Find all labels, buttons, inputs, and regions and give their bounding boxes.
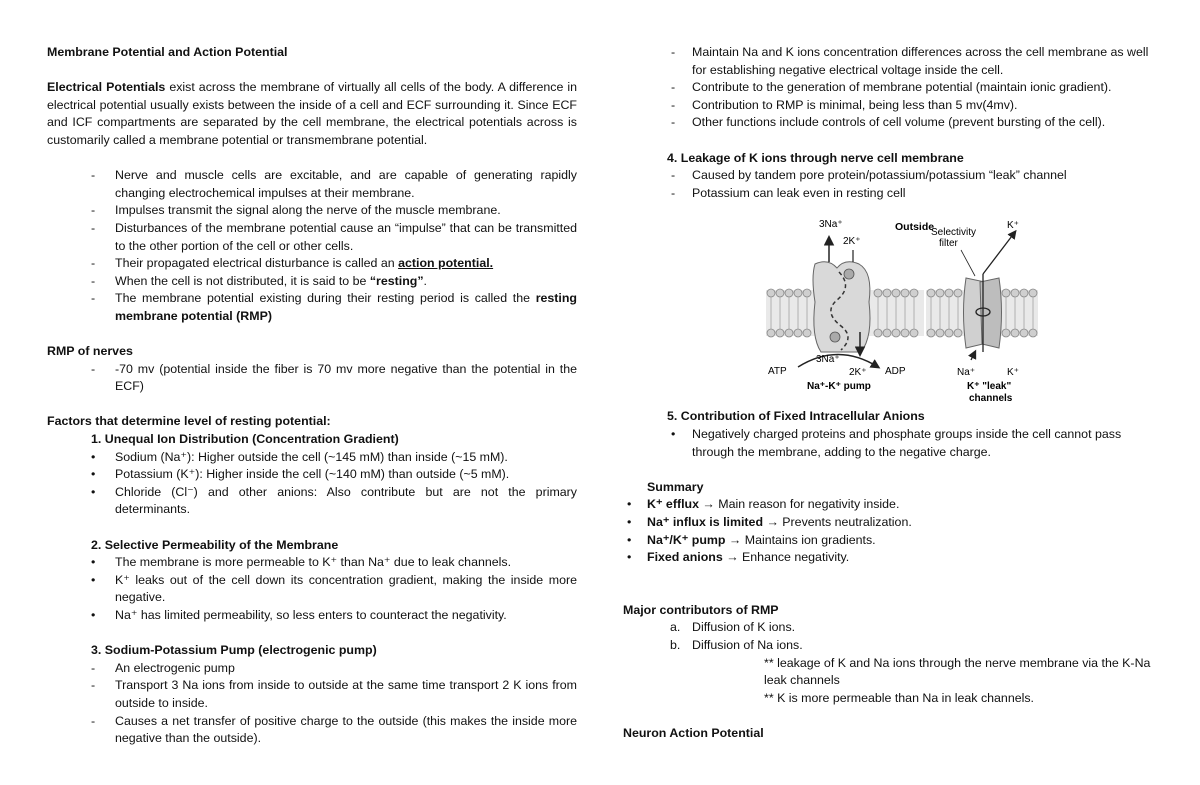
factors-heading: Factors that determine level of resting potential: (47, 414, 331, 429)
list-item: - Contribution to RMP is minimal, being less than 5 mv(4mv). (623, 97, 1158, 115)
list-item (47, 255, 577, 273)
intro-term: Electrical Potentials (47, 80, 166, 95)
factor-4-heading: 4. Leakage of K ions through nerve cell membrane (667, 150, 964, 165)
factor-2-heading: 2. Selective Permeability of the Membrane (91, 537, 339, 552)
na-in-arrow (971, 352, 975, 360)
pump-and-leak-channel-figure (623, 202, 1158, 408)
factor-5-list (623, 426, 1158, 461)
list-item (623, 549, 1158, 567)
k-top-label: K⁺ (1007, 220, 1019, 232)
note-leak-channels: ** leakage of K and Na ions through the nerve membrane via the K-Na leak channels (764, 655, 1151, 688)
rmp-heading: RMP of nerves (47, 344, 133, 359)
list-item: - Transport 3 Na ions from inside to outside at the same time transport 2 K ions from outside to inside. (47, 677, 577, 712)
filter-label: filter (939, 238, 958, 250)
selectivity-pointer (961, 250, 975, 276)
list-item: • Potassium (K⁺): Higher inside the cell (~140 mM) than outside (~5 mM). (47, 466, 577, 484)
list-item: - Impulses transmit the signal along the nerve of the muscle membrane. (47, 202, 577, 220)
factor-1-list (47, 449, 577, 519)
summary-term: Na⁺ influx is limited (647, 514, 764, 529)
resting-term: “resting” (369, 273, 424, 288)
intro-paragraph (47, 79, 577, 149)
list-item (623, 619, 1158, 637)
major-contributors-list (623, 619, 1158, 654)
action-potential-term: action potential. (398, 256, 494, 271)
summary-term: K⁺ efflux (647, 497, 699, 512)
adp-label: ADP (885, 366, 906, 378)
summary-text: → Main reason for negativity inside. (698, 497, 900, 512)
leak-caption-line-2: channels (969, 393, 1013, 405)
factor-4-list (623, 167, 1158, 202)
list-item (47, 273, 577, 291)
neuron-ap-heading: Neuron Action Potential (623, 726, 764, 741)
list-item: - Other functions include controls of cell volume (prevent bursting of the cell). (623, 114, 1158, 132)
item-text: Diffusion of K ions. (692, 620, 796, 635)
membrane-diagram (623, 202, 1158, 408)
summary-list (623, 496, 1158, 566)
outside-label: Outside (895, 221, 935, 234)
k2-bottom-label: 2K⁺ (849, 367, 867, 379)
summary-text: → Enhance negativity. (722, 550, 850, 565)
summary-term: Na⁺/K⁺ pump (647, 532, 726, 547)
list-item: • K⁺ leaks out of the cell down its concentration gradient, making the inside more negative. (47, 572, 577, 607)
list-item (623, 496, 1158, 514)
item-text: The membrane potential existing during their resting period is called the (115, 291, 536, 306)
k-efflux-arrow (983, 232, 1015, 274)
summary-text: → Prevents neutralization. (763, 514, 912, 529)
factor-3-heading: 3. Sodium-Potassium Pump (electrogenic pump) (91, 643, 377, 658)
item-text: Diffusion of Na ions. (692, 638, 803, 653)
k-right-label: K⁺ (1007, 367, 1019, 379)
list-item: • Chloride (Cl⁻) and other anions: Also contribute but are not the primary determinants. (47, 484, 577, 519)
k2-top-label: 2K⁺ (843, 236, 861, 248)
list-marker: a. (670, 620, 681, 635)
item-text: Their propagated electrical disturbance is called an (115, 256, 399, 271)
factor-2-list (47, 554, 577, 624)
excitability-list (47, 167, 577, 325)
list-item: - Nerve and muscle cells are excitable, and are capable of generating rapidly changing electrochemical impulses at their membrane. (47, 167, 577, 202)
list-item (623, 637, 1158, 655)
na3-top-label: 3Na⁺ (819, 219, 843, 231)
list-item: - An electrogenic pump (47, 660, 577, 678)
list-marker: b. (670, 638, 681, 653)
list-item: - Causes a net transfer of positive charge to the outside (this makes the inside more negative than the outside). (47, 713, 577, 748)
factor-1-heading: 1. Unequal Ion Distribution (Concentration Gradient) (91, 432, 399, 447)
left-column (47, 44, 577, 748)
atp-label: ATP (768, 366, 787, 378)
list-item: • Na⁺ has limited permeability, so less enters to counteract the negativity. (47, 607, 577, 625)
na-right-label: Na⁺ (957, 367, 976, 379)
list-item: - Potassium can leak even in resting cell (623, 185, 1158, 203)
summary-heading: Summary (647, 479, 704, 494)
list-item: • The membrane is more permeable to K⁺ than Na⁺ due to leak channels. (47, 554, 577, 572)
intro-text: exist across the membrane of virtually all cells of the body. A difference in electrical potential usually exists between the inside of a cell and ECF surrounding it. Since ECF and ICF compartments are separated by the cell membrane, the electrical potentials across is customarily called a membrane potential or transmembrane potential. (47, 80, 577, 147)
major-contributors-heading: Major contributors of RMP (623, 602, 779, 617)
list-item: • Sodium (Na⁺): Higher outside the cell (~145 mM) than inside (~15 mM). (47, 449, 577, 467)
note-permeability: ** K is more permeable than Na in leak channels. (764, 690, 1034, 705)
rmp-term: resting membrane potential (RMP) (115, 291, 577, 323)
summary-term: Fixed anions (647, 550, 723, 565)
na-k-pump-protein (813, 262, 870, 352)
pump-caption: Na⁺-K⁺ pump (807, 381, 871, 393)
list-item: - -70 mv (potential inside the fiber is 70 mv more negative than the potential in the ECF) (47, 361, 577, 396)
rmp-list (47, 361, 577, 396)
factor-3-list (47, 660, 577, 748)
right-column (623, 44, 1158, 743)
pump-functions-list (623, 44, 1158, 132)
list-item: - Maintain Na and K ions concentration differences across the cell membrane as well for establishing negative electrical voltage inside the cell. (623, 44, 1158, 79)
item-text: . (423, 273, 427, 288)
list-item: - Contribute to the generation of membrane potential (maintain ionic gradient). (623, 79, 1158, 97)
list-item (47, 290, 577, 325)
list-item: - Disturbances of the membrane potential cause an “impulse” that can be transmitted to the other portion of the cell or other cells. (47, 220, 577, 255)
list-item: - Caused by tandem pore protein/potassium/potassium “leak” channel (623, 167, 1158, 185)
list-item (623, 532, 1158, 550)
leak-caption-line-1: K⁺ "leak" (967, 381, 1012, 393)
list-item (623, 514, 1158, 532)
list-item: • Negatively charged proteins and phosphate groups inside the cell cannot pass through the membrane, adding to the negative charge. (623, 426, 1158, 461)
selectivity-label: Selectivity (931, 227, 977, 239)
page-title: Membrane Potential and Action Potential (47, 45, 288, 59)
na3-mid-label: 3Na⁺ (816, 354, 840, 366)
item-text: When the cell is not distributed, it is said to be (115, 273, 370, 288)
factor-5-heading: 5. Contribution of Fixed Intracellular Anions (667, 409, 925, 424)
summary-text: → Maintains ion gradients. (725, 532, 876, 547)
